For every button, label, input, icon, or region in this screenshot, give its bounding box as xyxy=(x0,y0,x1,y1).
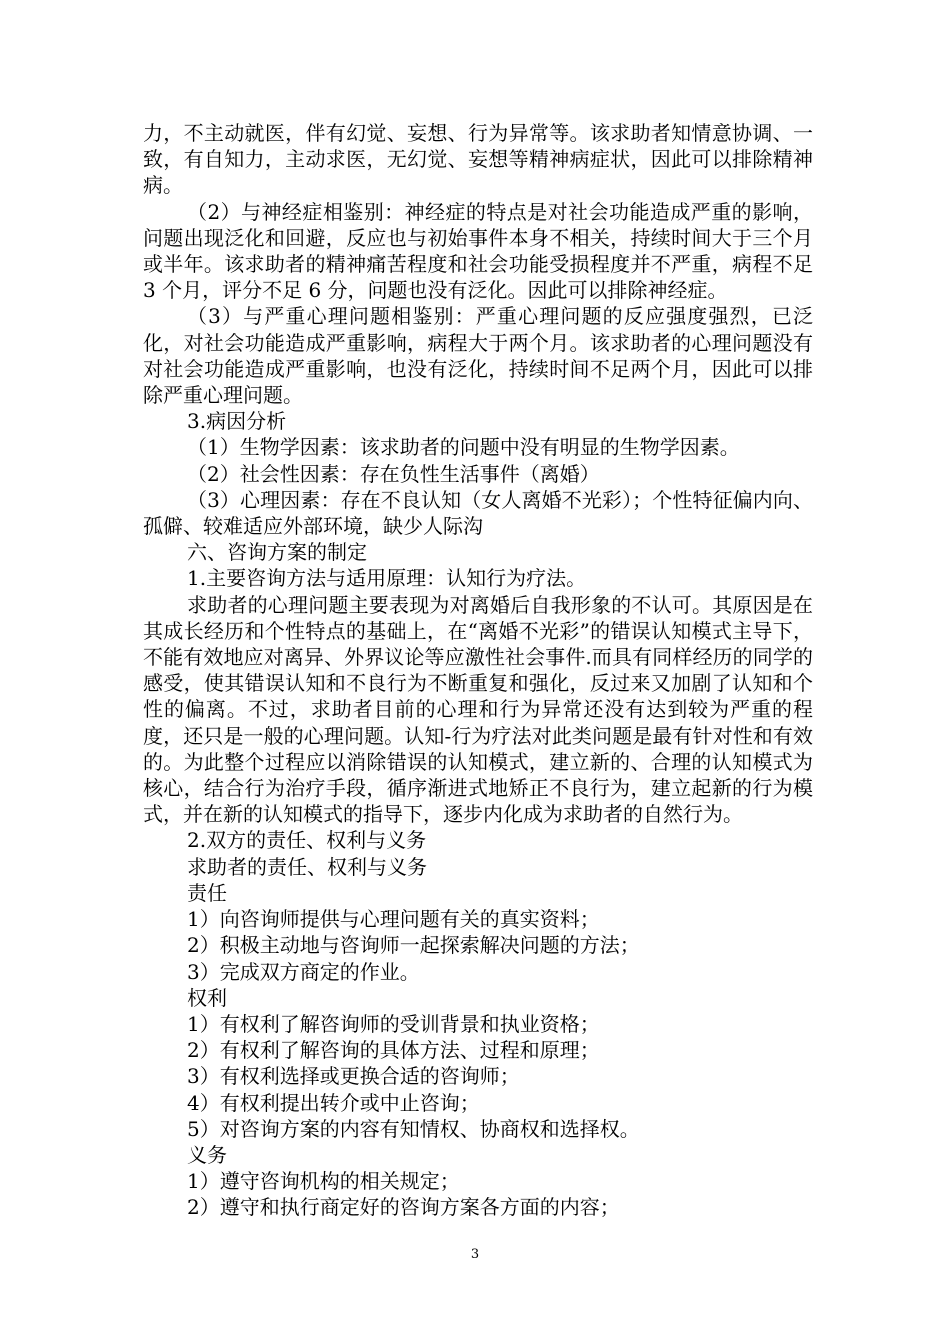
subheading-client-responsibilities: 求助者的责任、权利与义务 xyxy=(187,854,427,879)
heading-main-method: 1.主要咨询方法与适用原理：认知行为疗法。 xyxy=(187,566,587,591)
label-responsibility: 责任 xyxy=(187,880,227,905)
list-item: 1）有权利了解咨询师的受训背景和执业资格； xyxy=(187,1011,600,1036)
page-number: 3 xyxy=(470,1247,480,1262)
list-item: 3）完成双方商定的作业。 xyxy=(187,959,420,984)
list-item: 1）遵守咨询机构的相关规定； xyxy=(187,1169,460,1194)
paragraph-cbt-rationale: 求助者的心理问题主要表现为对离婚后自我形象的不认可。其原因是在其成长经历和个性特点的基础上，在“离婚不光彩”的错误认知模式主导下，不能有效地应对离异、外界议论等应激性社会事件.而具有同样经历的同学的感受，使其错误认知和不良行为不断重复和强化，反过来又加剧了认知和个性的偏离。不过，求助者目前的心理和行为异常还没有达到较为严重的程度，还只是一般的心理问题。认知-行为疗法对此类问题是最有针对性和有效的。为此整个过程应以消除错误的认知模式，建立新的、合理的认知模式为核心，结合行为治疗手段，循序渐进式地矫正不良行为，建立起新的行为模式，并在新的认知模式的指导下，逐步内化成为求助者的自然行为。 xyxy=(143,592,813,827)
list-item-biological-factor: （1）生物学因素：该求助者的问题中没有明显的生物学因素。 xyxy=(187,435,740,460)
list-item: 5）对咨询方案的内容有知情权、协商权和选择权。 xyxy=(187,1116,640,1141)
label-rights: 权利 xyxy=(187,985,227,1010)
paragraph-neurosis-differentiation: （2）与神经症相鉴别：神经症的特点是对社会功能造成严重的影响，问题出现泛化和回避，反应也与初始事件本身不相关，持续时间大于三个月或半年。该求助者的精神痛苦程度和社会功能受损程度并不严重，病程不足 3 个月，评分不足 6 分，问题也没有泛化。因此可以排除神经症。 xyxy=(143,199,813,303)
list-item: 1）向咨询师提供与心理问题有关的真实资料； xyxy=(187,907,600,932)
list-item-psychological-factor: （3）心理因素：存在不良认知（女人离婚不光彩）；个性特征偏内向、孤僻、较难适应外部环境，缺少人际沟 xyxy=(143,487,813,539)
list-item: 2）有权利了解咨询的具体方法、过程和原理； xyxy=(187,1038,600,1063)
paragraph-psychosis-exclusion: 力，不主动就医，伴有幻觉、妄想、行为异常等。该求助者知情意协调、一致，有自知力，主动求医，无幻觉、妄想等精神病症状，因此可以排除精神病。 xyxy=(143,121,813,198)
list-item: 4）有权利提出转介或中止咨询； xyxy=(187,1090,480,1115)
paragraph-severe-problem-differentiation: （3）与严重心理问题相鉴别：严重心理问题的反应强度强烈，已泛化，对社会功能造成严重影响，病程大于两个月。该求助者的心理问题没有对社会功能造成严重影响，也没有泛化，持续时间不足两个月，因此可以排除严重心理问题。 xyxy=(143,304,813,408)
list-item-social-factor: （2）社会性因素：存在负性生活事件（离婚） xyxy=(187,461,600,486)
section-heading-counseling-plan: 六、咨询方案的制定 xyxy=(187,540,367,565)
heading-responsibilities: 2.双方的责任、权利与义务 xyxy=(187,828,427,853)
document-body xyxy=(143,120,813,1221)
label-obligations: 义务 xyxy=(187,1142,227,1167)
list-item: 2）遵守和执行商定好的咨询方案各方面的内容； xyxy=(187,1195,620,1220)
list-item: 2）积极主动地与咨询师一起探索解决问题的方法； xyxy=(187,933,640,958)
heading-etiology-analysis: 3.病因分析 xyxy=(187,409,287,434)
list-item: 3）有权利选择或更换合适的咨询师； xyxy=(187,1064,520,1089)
